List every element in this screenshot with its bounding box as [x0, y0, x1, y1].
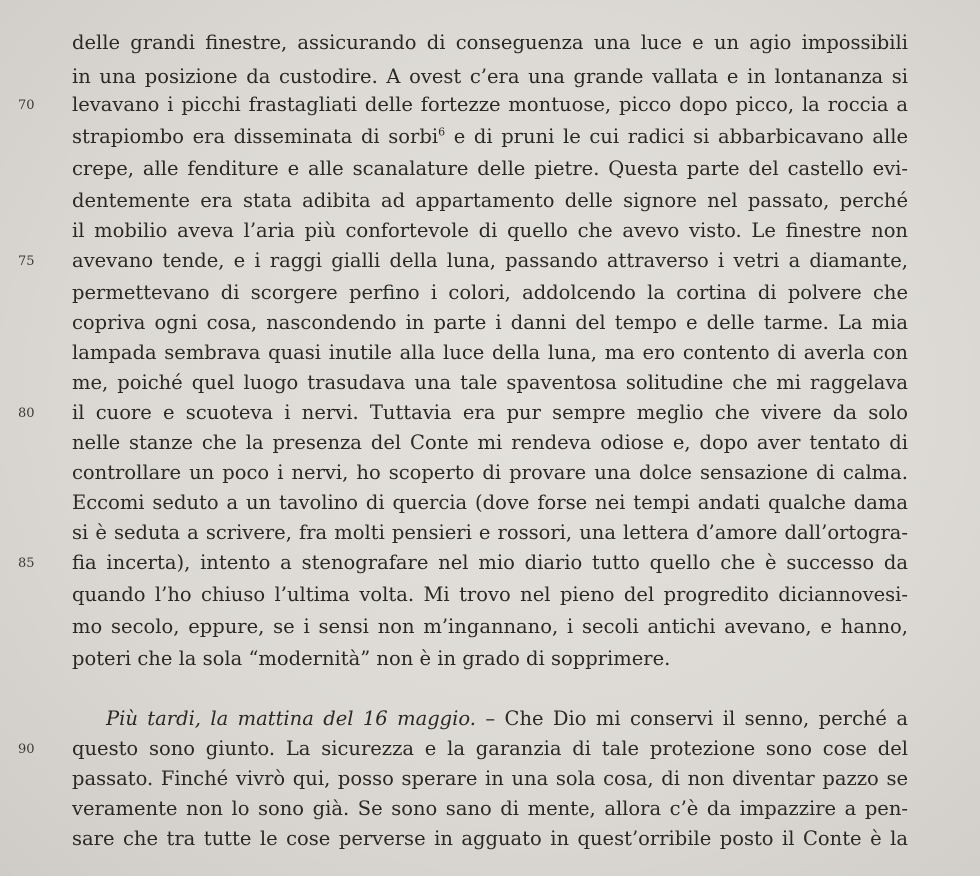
text-line: in una posizione da custodire. A ovest c’era una grande vallata e in lontananza si — [72, 65, 908, 88]
text-line: questo sono giunto. La sicurezza e la garanzia di tale protezione sono cose del — [72, 737, 908, 760]
text-fragment: – Che Dio mi conservi il senno, perché a — [476, 707, 908, 730]
text-line: permettevano di scorgere perfino i colori, addolcendo la cortina di polvere che — [72, 281, 908, 304]
text-line: delle grandi finestre, assicurando di conseguenza una luce e un agio impossibili — [72, 31, 908, 54]
text-line: il mobilio aveva l’aria più confortevole di quello che avevo visto. Le finestre non — [72, 219, 908, 242]
text-line: levavano i picchi frastagliati delle fortezze montuose, picco dopo picco, la roccia a — [72, 93, 908, 116]
entry-heading-line — [106, 704, 908, 734]
text-line: veramente non lo sono già. Se sono sano di mente, allora c’è da impazzire a pen- — [72, 797, 908, 820]
text-fragment: e di pruni le cui radici si abbarbicavano alle — [445, 125, 908, 148]
text-line: si è seduta a scrivere, fra molti pensieri e rossori, una lettera d’amore dall’ortogra- — [72, 521, 908, 544]
text-line: me, poiché quel luogo trasudava una tale spaventosa solitudine che mi raggelava — [72, 371, 908, 394]
text-line: il cuore e scuoteva i nervi. Tuttavia era pur sempre meglio che vivere da solo — [72, 401, 908, 424]
text-line: copriva ogni cosa, nascondendo in parte i danni del tempo e delle tarme. La mia — [72, 311, 908, 334]
text-line: nelle stanze che la presenza del Conte mi rendeva odiose e, dopo aver tentato di — [72, 431, 908, 454]
text-line: quando l’ho chiuso l’ultima volta. Mi trovo nel pieno del progredito diciannovesi- — [72, 583, 908, 606]
line-number: 90 — [18, 742, 35, 757]
text-line: mo secolo, eppure, se i sensi non m’ingannano, i secoli antichi avevano, e hanno, — [72, 615, 908, 638]
line-number: 85 — [18, 556, 35, 571]
text-line: lampada sembrava quasi inutile alla luce della luna, ma ero contento di averla con — [72, 341, 908, 364]
text-line: Eccomi seduto a un tavolino di quercia (dove forse nei tempi andati qualche dama — [72, 491, 908, 514]
footnote-mark: 6 — [438, 125, 446, 139]
text-line: dentemente era stata adibita ad appartamento delle signore nel passato, perché — [72, 189, 908, 212]
text-fragment: strapiombo era disseminata di sorbi — [72, 125, 439, 148]
line-number: 80 — [18, 406, 35, 421]
text-line: fia incerta), intento a stenografare nel mio diario tutto quello che è successo da — [72, 551, 908, 574]
text-line: controllare un poco i nervi, ho scoperto di provare una dolce sensazione di calma. — [72, 461, 908, 484]
text-line-with-footnote — [72, 122, 908, 152]
line-number: 70 — [18, 98, 35, 113]
line-number: 75 — [18, 254, 35, 269]
text-line: poteri che la sola “modernità” non è in grado di sopprimere. — [72, 647, 671, 670]
text-line: avevano tende, e i raggi gialli della luna, passando attraverso i vetri a diamante, — [72, 249, 908, 272]
text-line: passato. Finché vivrò qui, posso sperare in una sola cosa, di non diventar pazzo se — [72, 767, 908, 790]
text-line: crepe, alle fenditure e alle scanalature delle pietre. Questa parte del castello evi- — [72, 157, 908, 180]
entry-date-heading: Più tardi, la mattina del 16 maggio. — [106, 707, 476, 730]
text-line: sare che tra tutte le cose perverse in agguato in quest’orribile posto il Conte è la — [72, 827, 908, 850]
